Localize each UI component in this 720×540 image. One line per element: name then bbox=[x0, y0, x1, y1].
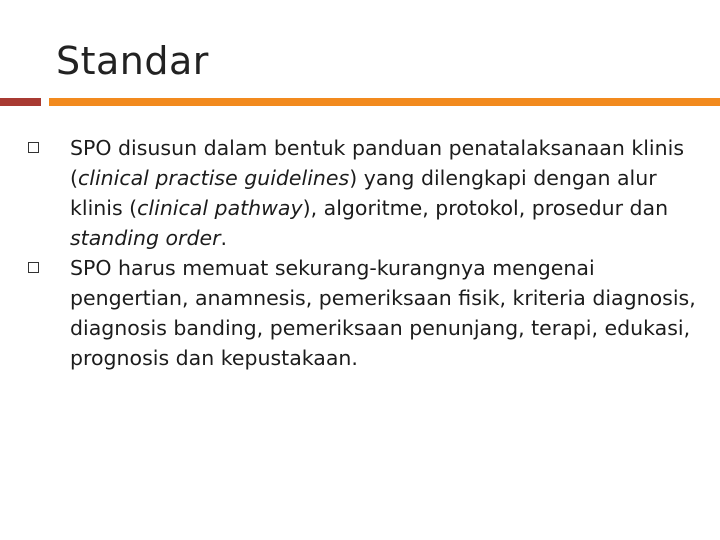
bullet-1-segment-1: SPO disusun dalam bentuk panduan penatalaksanaan klinis ( bbox=[70, 136, 684, 190]
bullet-text-2 bbox=[70, 256, 696, 370]
accent-bar-left bbox=[0, 98, 41, 106]
bullet-1-segment-6: standing order bbox=[70, 226, 221, 250]
bullet-1-segment-5: ), algoritme, protokol, prosedur dan bbox=[302, 196, 669, 220]
bullet-1-segment-3: ) yang dilengkapi dengan alur klinis ( bbox=[70, 166, 657, 220]
bullet-item-1 bbox=[28, 133, 708, 253]
bullet-1-segment-7: . bbox=[220, 226, 228, 250]
square-bullet-icon bbox=[28, 262, 39, 273]
bullet-1-segment-2: clinical practise guidelines bbox=[78, 166, 350, 190]
bullet-text-1 bbox=[70, 136, 684, 250]
slide-title: Standar bbox=[56, 39, 209, 83]
square-bullet-icon bbox=[28, 142, 39, 153]
accent-bar-right bbox=[49, 98, 720, 106]
bullet-1-segment-4: clinical pathway bbox=[137, 196, 303, 220]
bullet-item-2 bbox=[28, 253, 708, 373]
bullet-list bbox=[28, 133, 708, 373]
bullet-2-segment-1: SPO harus memuat sekurang-kurangnya mengenai pengertian, anamnesis, pemeriksaan fisik, kriteria diagnosis, diagnosis banding, pemeriksaan penunjang, terapi, edukasi, prognosis dan kepustakaan. bbox=[70, 256, 696, 370]
